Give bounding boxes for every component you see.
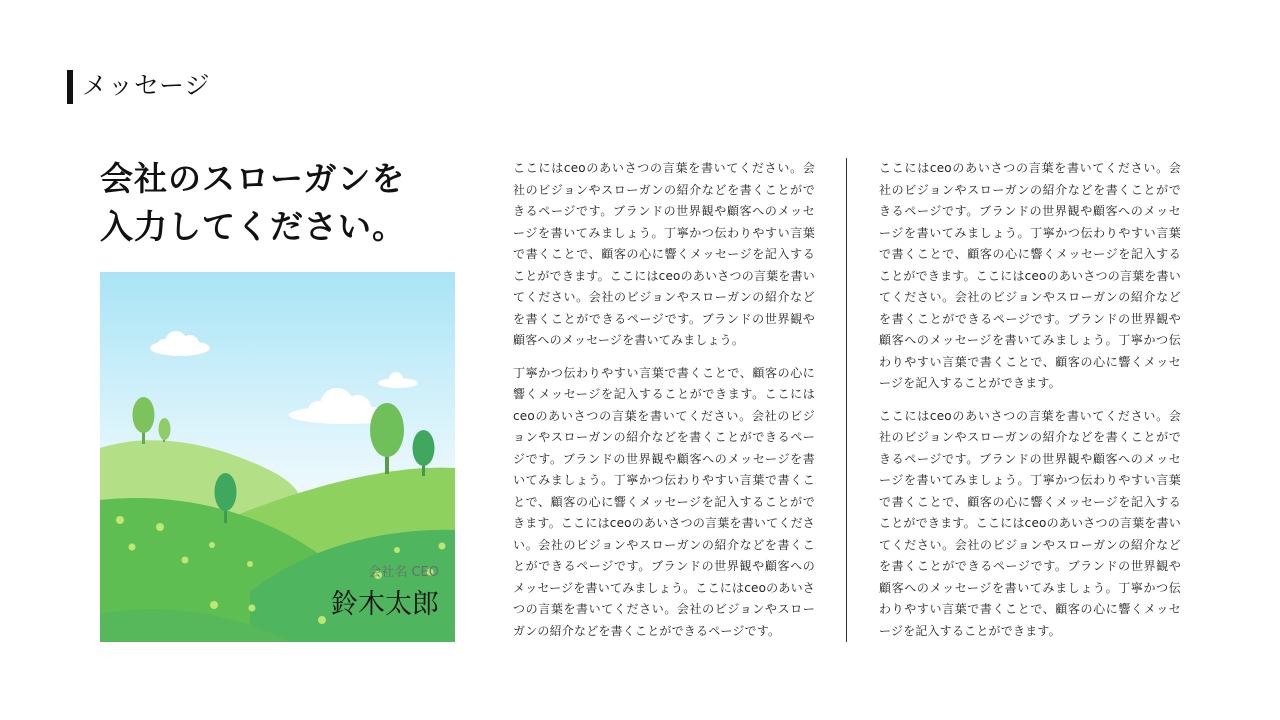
slogan-heading: [100, 155, 460, 251]
landscape-illustration: [100, 272, 455, 642]
paragraph: ここにはceoのあいさつの言葉を書いてください。会社のビジョンやスローガンの紹介などを書くことができるページです。ブランドの世界観や顧客へのメッセージを書いてみましょう。丁寧かつ伝わりやすい言葉で書くことで、顧客の心に響くメッセージを記入することができます。ここにはceoのあいさつの言葉を書いてください。会社のビジョンやスローガンの紹介などを書くことができるページです。ブランドの世界観や顧客へのメッセージを書いてみましょう。丁寧かつ伝わりやすい言葉で書くことで、顧客の心に響くメッセージを記入することができます。: [879, 408, 1181, 638]
signature-name: 鈴木太郎: [331, 589, 439, 620]
slogan-line-2: 入力してください。: [100, 207, 406, 246]
paragraph: ここにはceoのあいさつの言葉を書いてください。会社のビジョンやスローガンの紹介などを書くことができるページです。ブランドの世界観や顧客へのメッセージを書いてみましょう。丁寧かつ伝わりやすい言葉で書くことで、顧客の心に響くメッセージを記入することができます。ここにはceoのあいさつの言葉を書いてください。会社のビジョンやスローガンの紹介などを書くことができるページです。ブランドの世界観や顧客へのメッセージを書いてみましょう。: [513, 161, 815, 347]
message-column-2: [879, 158, 1181, 653]
paragraph: 丁寧かつ伝わりやすい言葉で書くことで、顧客の心に響くメッセージを記入することができます。ここにはceoのあいさつの言葉を書いてください。会社のビジョンやスローガンの紹介などを書くことができるページです。ブランドの世界観や顧客へのメッセージを書いてみましょう。丁寧かつ伝わりやすい言葉で書くことで、顧客の心に響くメッセージを記入することができます。ここにはceoのあいさつの言葉を書いてください。会社のビジョンやスローガンの紹介などを書くことができるページです。ブランドの世界観や顧客へのメッセージを書いてみましょう。ここにはceoのあいさつの言葉を書いてください。会社のビジョンやスローガンの紹介などを書くことができるページです。: [513, 365, 815, 638]
column-divider: [846, 158, 847, 642]
section-accent-bar: [67, 70, 73, 104]
signature-company: 会社名 CEO: [368, 565, 439, 580]
slogan-line-1: 会社のスローガンを: [100, 159, 406, 198]
message-column-1: [513, 158, 815, 653]
paragraph: ここにはceoのあいさつの言葉を書いてください。会社のビジョンやスローガンの紹介などを書くことができるページです。ブランドの世界観や顧客へのメッセージを書いてみましょう。丁寧かつ伝わりやすい言葉で書くことで、顧客の心に響くメッセージを記入することができます。ここにはceoのあいさつの言葉を書いてください。会社のビジョンやスローガンの紹介などを書くことができるページです。ブランドの世界観や顧客へのメッセージを書いてみましょう。丁寧かつ伝わりやすい言葉で書くことで、顧客の心に響くメッセージを記入することができます。: [879, 161, 1181, 390]
section-title: メッセージ: [82, 71, 211, 100]
